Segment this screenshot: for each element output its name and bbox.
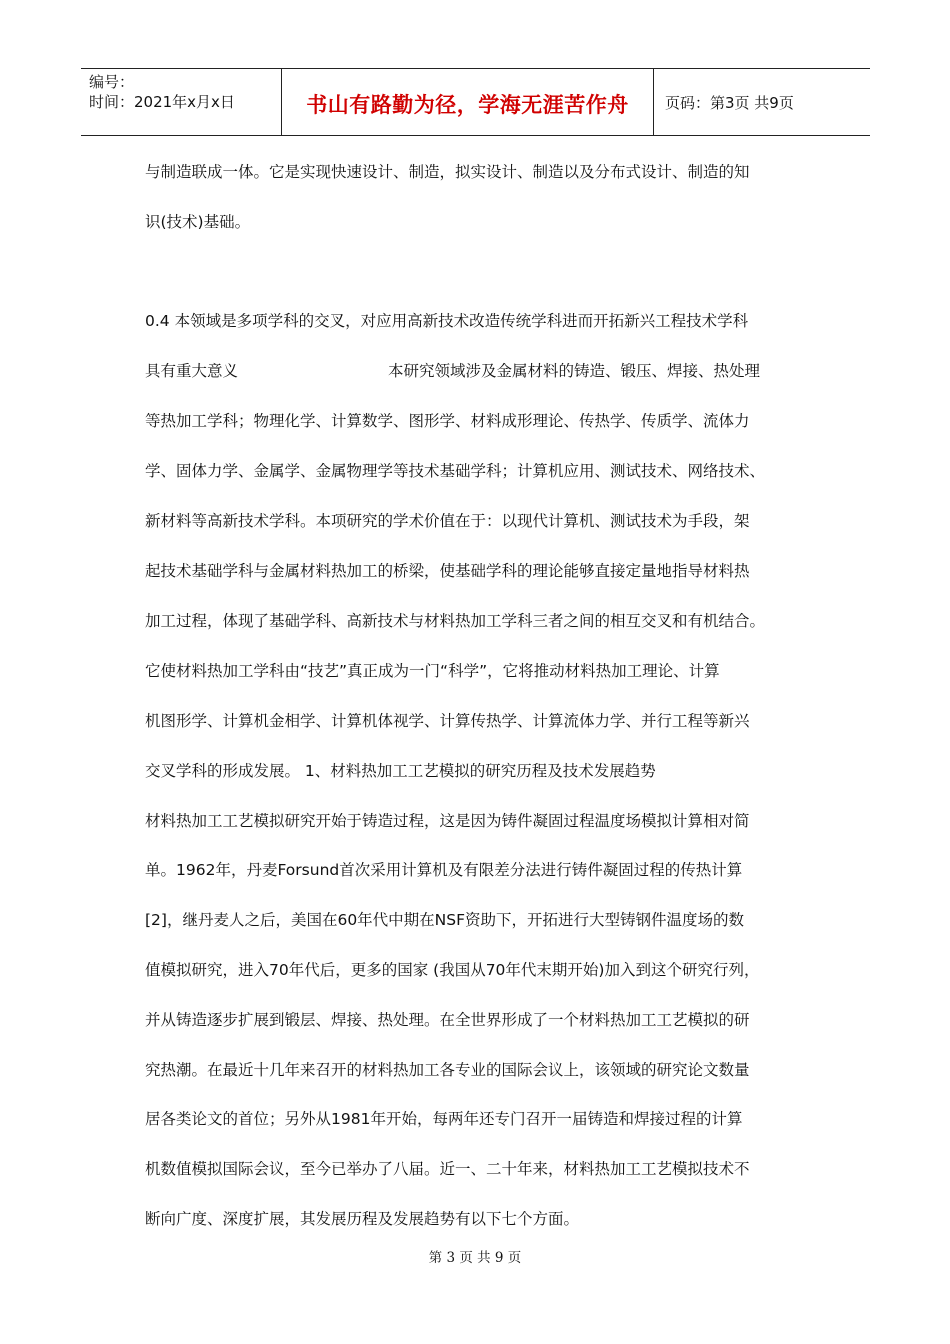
body-line: 单。1962年，丹麦Forsund首次采用计算机及有限差分法进行铸件凝固过程的传热计算 — [145, 861, 743, 879]
body-line: 究热潮。在最近十几年来召开的材料热加工各专业的国际会议上，该领域的研究论文数量 — [145, 1061, 750, 1079]
body-line: [2]，继丹麦人之后，美国在60年代中期在NSF资助下，开拓进行大型铸钢件温度场的数 — [145, 911, 745, 929]
body-line: 学、固体力学、金属学、金属物理学等技术基础学科；计算机应用、测试技术、网络技术、 — [145, 462, 766, 480]
body-line-part: 本研究领域涉及金属材料的铸造、锻压、焊接、热处理 — [388, 362, 761, 380]
body-line: 并从铸造逐步扩展到锻层、焊接、热处理。在全世界形成了一个材料热加工工艺模拟的研 — [145, 1011, 750, 1029]
body-line: 断向广度、深度扩展，其发展历程及发展趋势有以下七个方面。 — [145, 1210, 580, 1228]
body-line: 材料热加工工艺模拟研究开始于铸造过程，这是因为铸件凝固过程温度场模拟计算相对简 — [145, 812, 750, 830]
document-time-label: 时间：2021年x月x日 — [89, 93, 235, 111]
body-line: 机图形学、计算机金相学、计算机体视学、计算传热学、计算流体力学、并行工程等新兴 — [145, 712, 750, 730]
body-line-part: 具有重大意义 — [145, 362, 239, 380]
page-footer: 第 3 页 共 9 页 — [428, 1250, 522, 1266]
body-line: 它使材料热加工学科由“技艺”真正成为一门“科学”，它将推动材料热加工理论、计算 — [145, 662, 720, 680]
body-line: 交叉学科的形成发展。 1、材料热加工工艺模拟的研究历程及技术发展趋势 — [145, 762, 656, 780]
body-line: 机数值模拟国际会议，至今已举办了八届。近一、二十年来，材料热加工工艺模拟技术不 — [145, 1160, 750, 1178]
document-number-label: 编号： — [89, 73, 135, 91]
body-line: 等热加工学科；物理化学、计算数学、图形学、材料成形理论、传热学、传质学、流体力 — [145, 412, 750, 430]
body-line: 识(技术)基础。 — [145, 213, 251, 231]
body-line: 加工过程，体现了基础学科、高新技术与材料热加工学科三者之间的相互交叉和有机结合。 — [145, 612, 766, 630]
header-meta-cell — [81, 69, 282, 135]
page-header — [81, 68, 870, 136]
body-line: 值模拟研究，进入70年代后，更多的国家 (我国从70年代末期开始)加入到这个研究行列， — [145, 961, 760, 979]
body-line: 0.4 本领域是多项学科的交叉，对应用高新技术改造传统学科进而开拓新兴工程技术学科 — [145, 312, 749, 330]
body-line: 起技术基础学科与金属材料热加工的桥梁，使基础学科的理论能够直接定量地指导材料热 — [145, 562, 750, 580]
header-page-number: 页码：第3页 共9页 — [665, 93, 794, 112]
body-line: 居各类论文的首位；另外从1981年开始，每两年还专门召开一届铸造和焊接过程的计算 — [145, 1110, 743, 1128]
header-motto: 书山有路勤为径，学海无涯苦作舟 — [282, 69, 654, 135]
body-line-split — [145, 359, 760, 381]
body-line: 新材料等高新技术学科。本项研究的学术价值在于：以现代计算机、测试技术为手段，架 — [145, 512, 750, 530]
body-line: 与制造联成一体。它是实现快速设计、制造，拟实设计、制造以及分布式设计、制造的知 — [145, 163, 750, 181]
